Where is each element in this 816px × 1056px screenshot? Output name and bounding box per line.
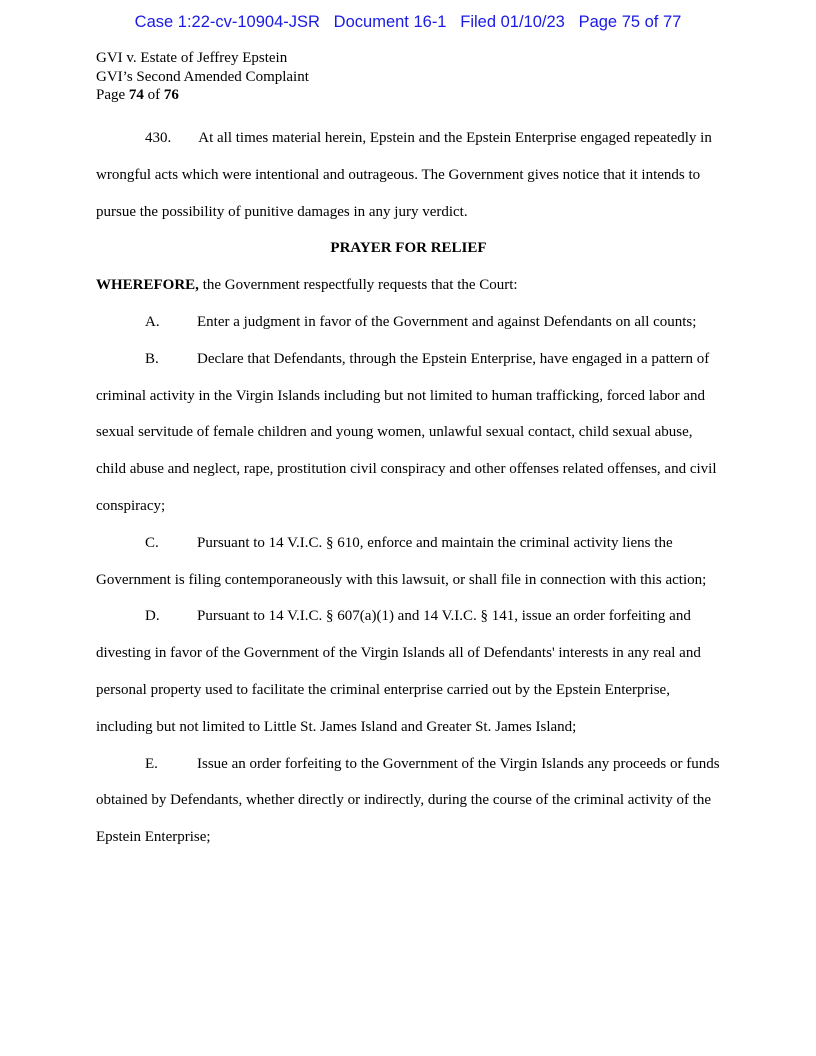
item-text: Pursuant to 14 V.I.C. § 610, enforce and maintain the criminal activity liens the Government is filing contemporaneously with this lawsuit, or shall file in connection with this action; [96,534,707,588]
page-total: 76 [163,87,179,103]
page-number: 74 [128,87,144,103]
paragraph-text: At all times material herein, Epstein and the Epstein Enterprise engaged repeatedly in wrongful acts which were intentional and outrageous. The Government gives notice that it intends to pursue the possibility of punitive damages in any jury verdict. [96,130,712,220]
item-text: Enter a judgment in favor of the Government and against Defendants on all counts; [197,313,697,330]
relief-item-b [96,341,721,525]
item-text: Pursuant to 14 V.I.C. § 607(a)(1) and 14 V.I.C. § 141, issue an order forfeiting and divesting in favor of the Government of the Virgin Islands all of Defendants' interests in any real and personal property used to facilitate the criminal enterprise carried out by the Epstein Enterprise, including but not limited to Little St. James Island and Greater St. James Island; [96,608,701,735]
paragraph-430 [96,120,721,230]
document-header [96,49,309,105]
of-word: of [147,87,161,103]
wherefore-word: WHEREFORE, [96,277,199,294]
relief-item-c [96,525,721,599]
item-letter: E. [145,755,158,772]
document-body [96,120,721,856]
item-letter: D. [145,608,160,625]
item-text: Issue an order forfeiting to the Government of the Virgin Islands any proceeds or funds obtained by Defendants, whether directly or indirectly, during the course of the criminal activity of the Epstein Enterprise; [96,755,720,846]
item-letter: A. [145,313,160,330]
prayer-heading: PRAYER FOR RELIEF [330,240,487,257]
item-letter: C. [145,534,159,551]
page-indicator [96,86,309,105]
court-filing-stamp: Case 1:22-cv-10904-JSR Document 16-1 Filed 01/10/23 Page 75 of 77 [134,13,682,31]
prayer-intro-text: the Government respectfully requests that the Court: [198,277,518,294]
relief-item-a [96,304,721,341]
item-text: Declare that Defendants, through the Epstein Enterprise, have engaged in a pattern of criminal activity in the Virgin Islands including but not limited to human trafficking, forced labor and sexual servitude of female children and young women, unlawful sexual contact, child sexual abuse, child abuse and neglect, rape, prostitution civil conspiracy and other offenses related offenses, and civil conspiracy; [96,350,717,514]
relief-item-e [96,746,721,856]
case-caption: GVI v. Estate of Jeffrey Epstein [96,50,288,66]
relief-item-d [96,598,721,745]
page-word: Page [96,87,126,103]
paragraph-number: 430. [145,130,172,146]
item-letter: B. [145,350,159,367]
document-title: GVI’s Second Amended Complaint [96,68,309,85]
prayer-intro [96,267,721,304]
